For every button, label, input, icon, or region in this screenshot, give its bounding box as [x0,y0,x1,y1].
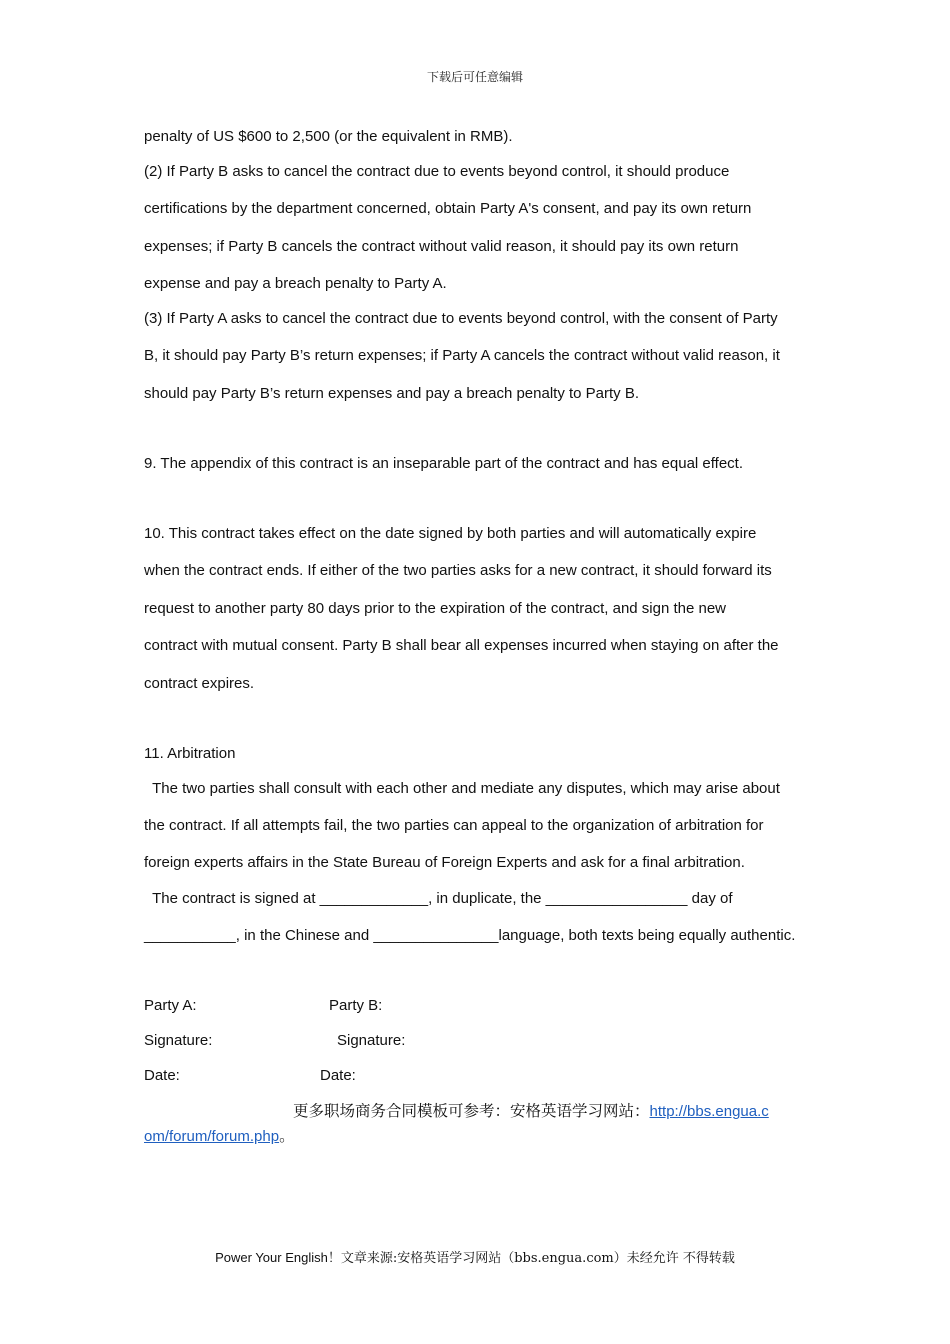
paragraph-line: contract expires. [144,675,255,692]
signature-a-label: Signature: [144,1032,213,1049]
paragraph-line: certifications by the department concerned, obtain Party A's consent, and pay its own return [144,200,752,217]
date-b-label: Date: [320,1067,356,1084]
reference-link-continued[interactable]: om/forum/forum.php [144,1128,280,1145]
date-a-label: Date: [144,1067,180,1084]
party-a-label: Party A: [144,997,197,1014]
party-b-label: Party B: [329,997,383,1014]
page-header: 下载后可任意编辑 [426,70,523,84]
paragraph-line: expense and pay a breach penalty to Party A. [144,275,447,292]
paragraph-line: expenses; if Party B cancels the contract without valid reason, it should pay its own return [144,238,739,255]
footer-source: 文章来源:安格英语学习网站（bbs.engua.com）未经允许 不得转载 [340,1251,735,1266]
paragraph-line: should pay Party B’s return expenses and pay a breach penalty to Party B. [144,385,640,402]
paragraph-line: The two parties shall consult with each other and mediate any disputes, which may arise about [144,780,780,797]
paragraph-line: 9. The appendix of this contract is an inseparable part of the contract and has equal effect. [144,455,743,472]
paragraph-line: the contract. If all attempts fail, the two parties can appeal to the organization of arbitration for [144,817,764,834]
page-footer [0,1247,950,1266]
paragraph-line: (3) If Party A asks to cancel the contract due to events beyond control, with the consent of Party [144,310,778,327]
paragraph-line: 10. This contract takes effect on the date signed by both parties and will automatically expire [144,525,757,542]
reference-suffix: 。 [279,1127,295,1145]
paragraph-line: contract with mutual consent. Party B shall bear all expenses incurred when staying on after the [144,637,779,654]
paragraph-line: when the contract ends. If either of the two parties asks for a new contract, it should forward its [144,562,772,579]
paragraph-line: B, it should pay Party B’s return expenses; if Party A cancels the contract without valid reason, it [144,347,780,364]
paragraph-line: ___________, in the Chinese and _______________language, both texts being equally authentic. [144,927,796,944]
paragraph-line: foreign experts affairs in the State Bureau of Foreign Experts and ask for a final arbitration. [144,854,745,871]
paragraph-line: request to another party 80 days prior to the expiration of the contract, and sign the new [144,600,727,617]
paragraph-line: The contract is signed at _____________, in duplicate, the _________________ day of [144,890,733,907]
reference-link[interactable]: http://bbs.engua.c [649,1103,769,1120]
footer-slogan: Power Your English！ [215,1250,341,1265]
reference-text: 更多职场商务合同模板可参考：安格英语学习网站： [293,1102,650,1120]
paragraph-line: penalty of US $600 to 2,500 (or the equivalent in RMB). [144,128,513,145]
section-heading: 11. Arbitration [144,745,236,762]
signature-b-label: Signature: [337,1032,406,1049]
paragraph-line: (2) If Party B asks to cancel the contract due to events beyond control, it should produce [144,163,730,180]
